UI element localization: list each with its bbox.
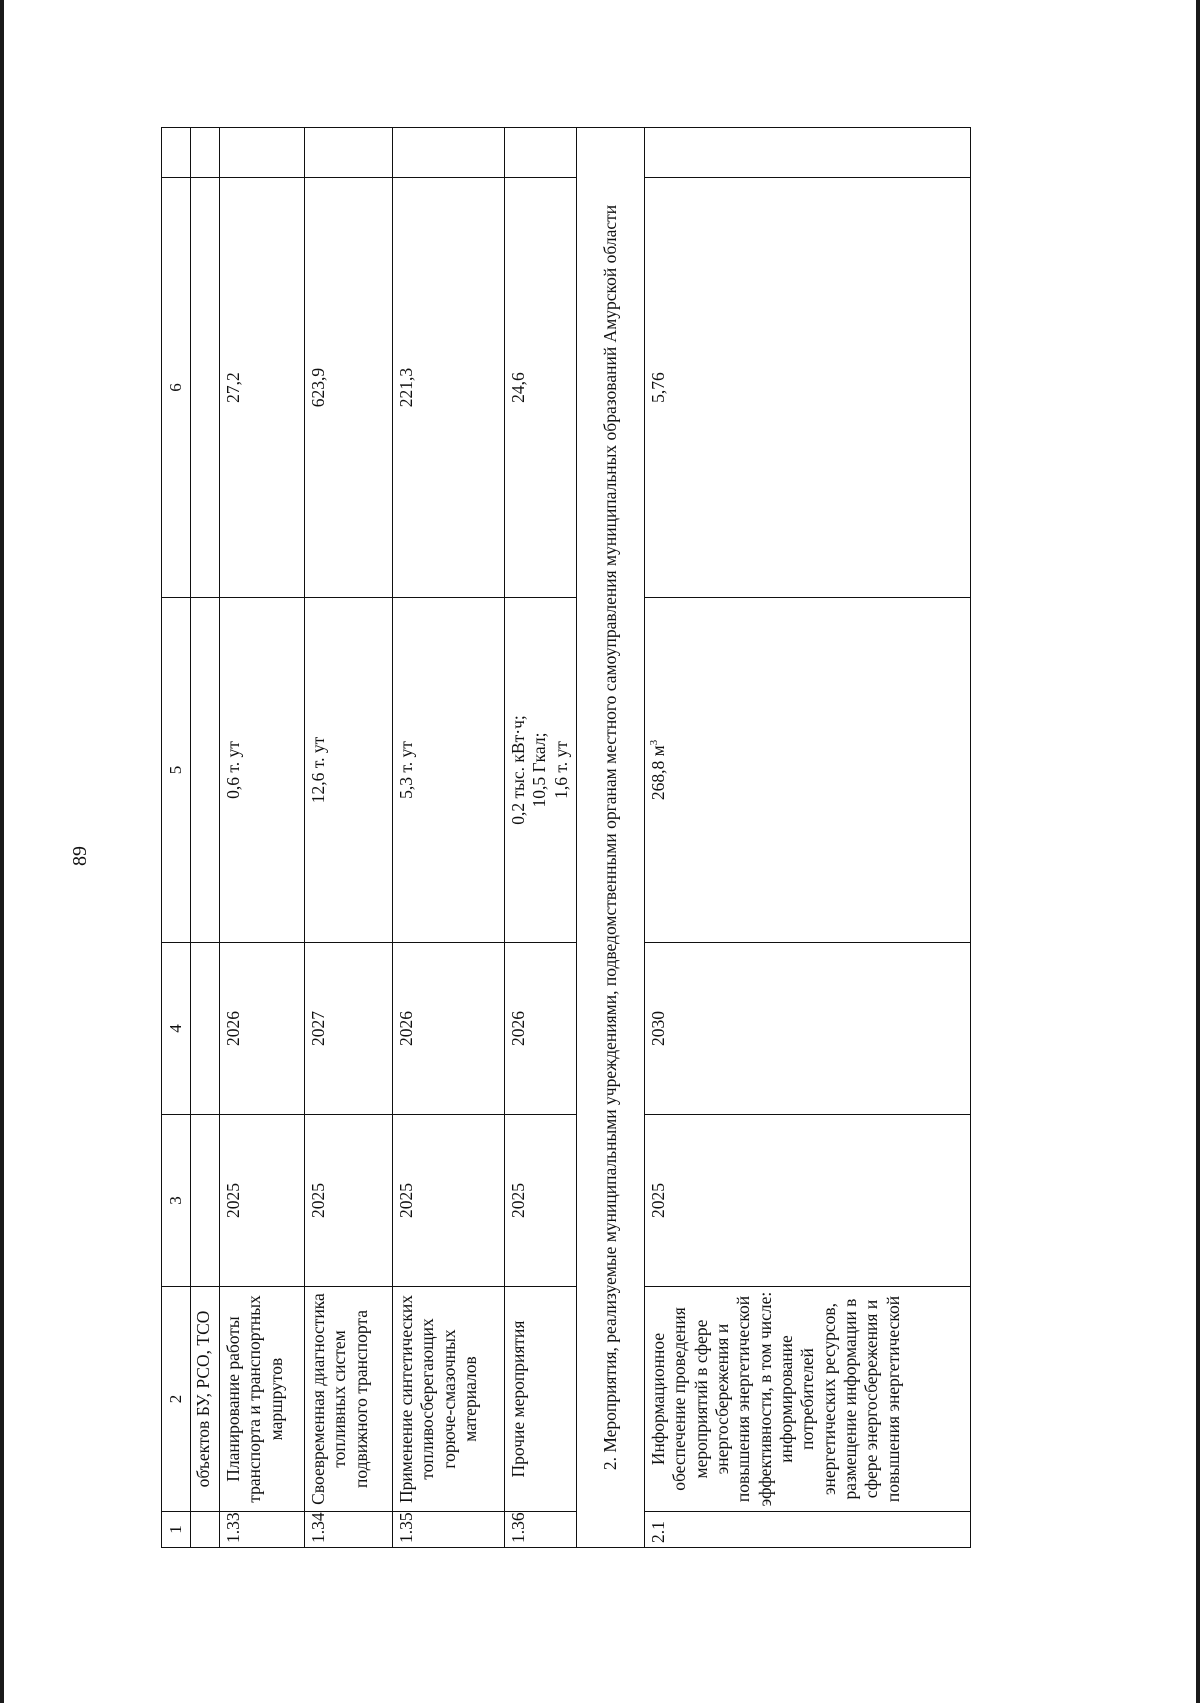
left-edge-rule [0,0,4,1703]
measure-name: Прочие мероприятия [505,1287,577,1512]
table-row [220,128,305,1548]
effect-value: 12,6 т. ут [305,598,393,943]
cost-value [191,178,220,598]
effect-value [505,598,577,943]
cubic-superscript: 3 [648,739,661,746]
end-year: 2026 [505,943,577,1115]
start-year: 2025 [505,1115,577,1287]
effect-value [645,598,971,943]
end-year: 2030 [645,943,971,1115]
rotated-page-content [161,128,1031,1548]
row-number: 2.1 [645,1512,971,1548]
end-year: 2026 [393,943,505,1115]
effect-value: 5,3 т. ут [393,598,505,943]
col-number-4: 4 [162,943,191,1115]
col-number-6: 6 [162,178,191,598]
empty-cell [305,128,393,178]
effect-line: 10,5 Гкал; [529,732,550,808]
start-year [191,1115,220,1287]
empty-cell [645,128,971,178]
col-number-2: 2 [162,1287,191,1512]
start-year: 2025 [220,1115,305,1287]
start-year: 2025 [305,1115,393,1287]
effect-value: 0,6 т. ут [220,598,305,943]
row-number: 1.34 [305,1512,393,1548]
col-number-1: 1 [162,1512,191,1548]
effect-line: 1,6 т. ут [550,741,571,799]
end-year: 2027 [305,943,393,1115]
measure-name: Своевременная диагностика топливных систем подвижного транспорта [305,1287,393,1512]
row-number: 1.35 [393,1512,505,1548]
table-row [191,128,220,1548]
empty-cell [191,128,220,178]
section-row [577,128,645,1548]
row-number [191,1512,220,1548]
column-number-row [162,128,191,1548]
cost-value: 5,76 [645,178,971,598]
page-number: 89 [69,846,91,866]
measure-name: Информационное обеспечение проведения мероприятий в сфере энергосбережения и повышения энергетической эффективности, в том числе: информирование потребителей энергетических ресурсов, размещение информации в сфере энергосбережения и повышения энергетической [645,1287,971,1512]
effect-number: 268,8 м [648,745,668,801]
measures-table [161,127,971,1548]
start-year: 2025 [393,1115,505,1287]
effect-line: 0,2 тыс. кВт·ч; [508,715,528,825]
start-year: 2025 [645,1115,971,1287]
table-row [505,128,577,1548]
table-row [305,128,393,1548]
section-heading: 2. Мероприятия, реализуемые муниципальными учреждениями, подведомственными органам местного самоуправления муниципальных образований Амурской области [577,128,645,1548]
cost-value: 623,9 [305,178,393,598]
cost-value: 24,6 [505,178,577,598]
table-row [645,128,971,1548]
measure-name: Применение синтетических топливосберегающих горюче-смазочных материалов [393,1287,505,1512]
empty-cell [220,128,305,178]
col-number-3: 3 [162,1115,191,1287]
measure-name: Планирование работы транспорта и транспортных маршрутов [220,1287,305,1512]
empty-cell [393,128,505,178]
empty-cell [505,128,577,178]
row-number: 1.33 [220,1512,305,1548]
effect-value [191,598,220,943]
end-year: 2026 [220,943,305,1115]
row-number: 1.36 [505,1512,577,1548]
col-number-5: 5 [162,598,191,943]
end-year [191,943,220,1115]
cost-value: 221,3 [393,178,505,598]
right-edge-rule [1196,0,1200,1703]
cost-value: 27,2 [220,178,305,598]
table-row [393,128,505,1548]
col-number-7 [162,128,191,178]
measure-name: объектов БУ, РСО, ТСО [191,1287,220,1512]
